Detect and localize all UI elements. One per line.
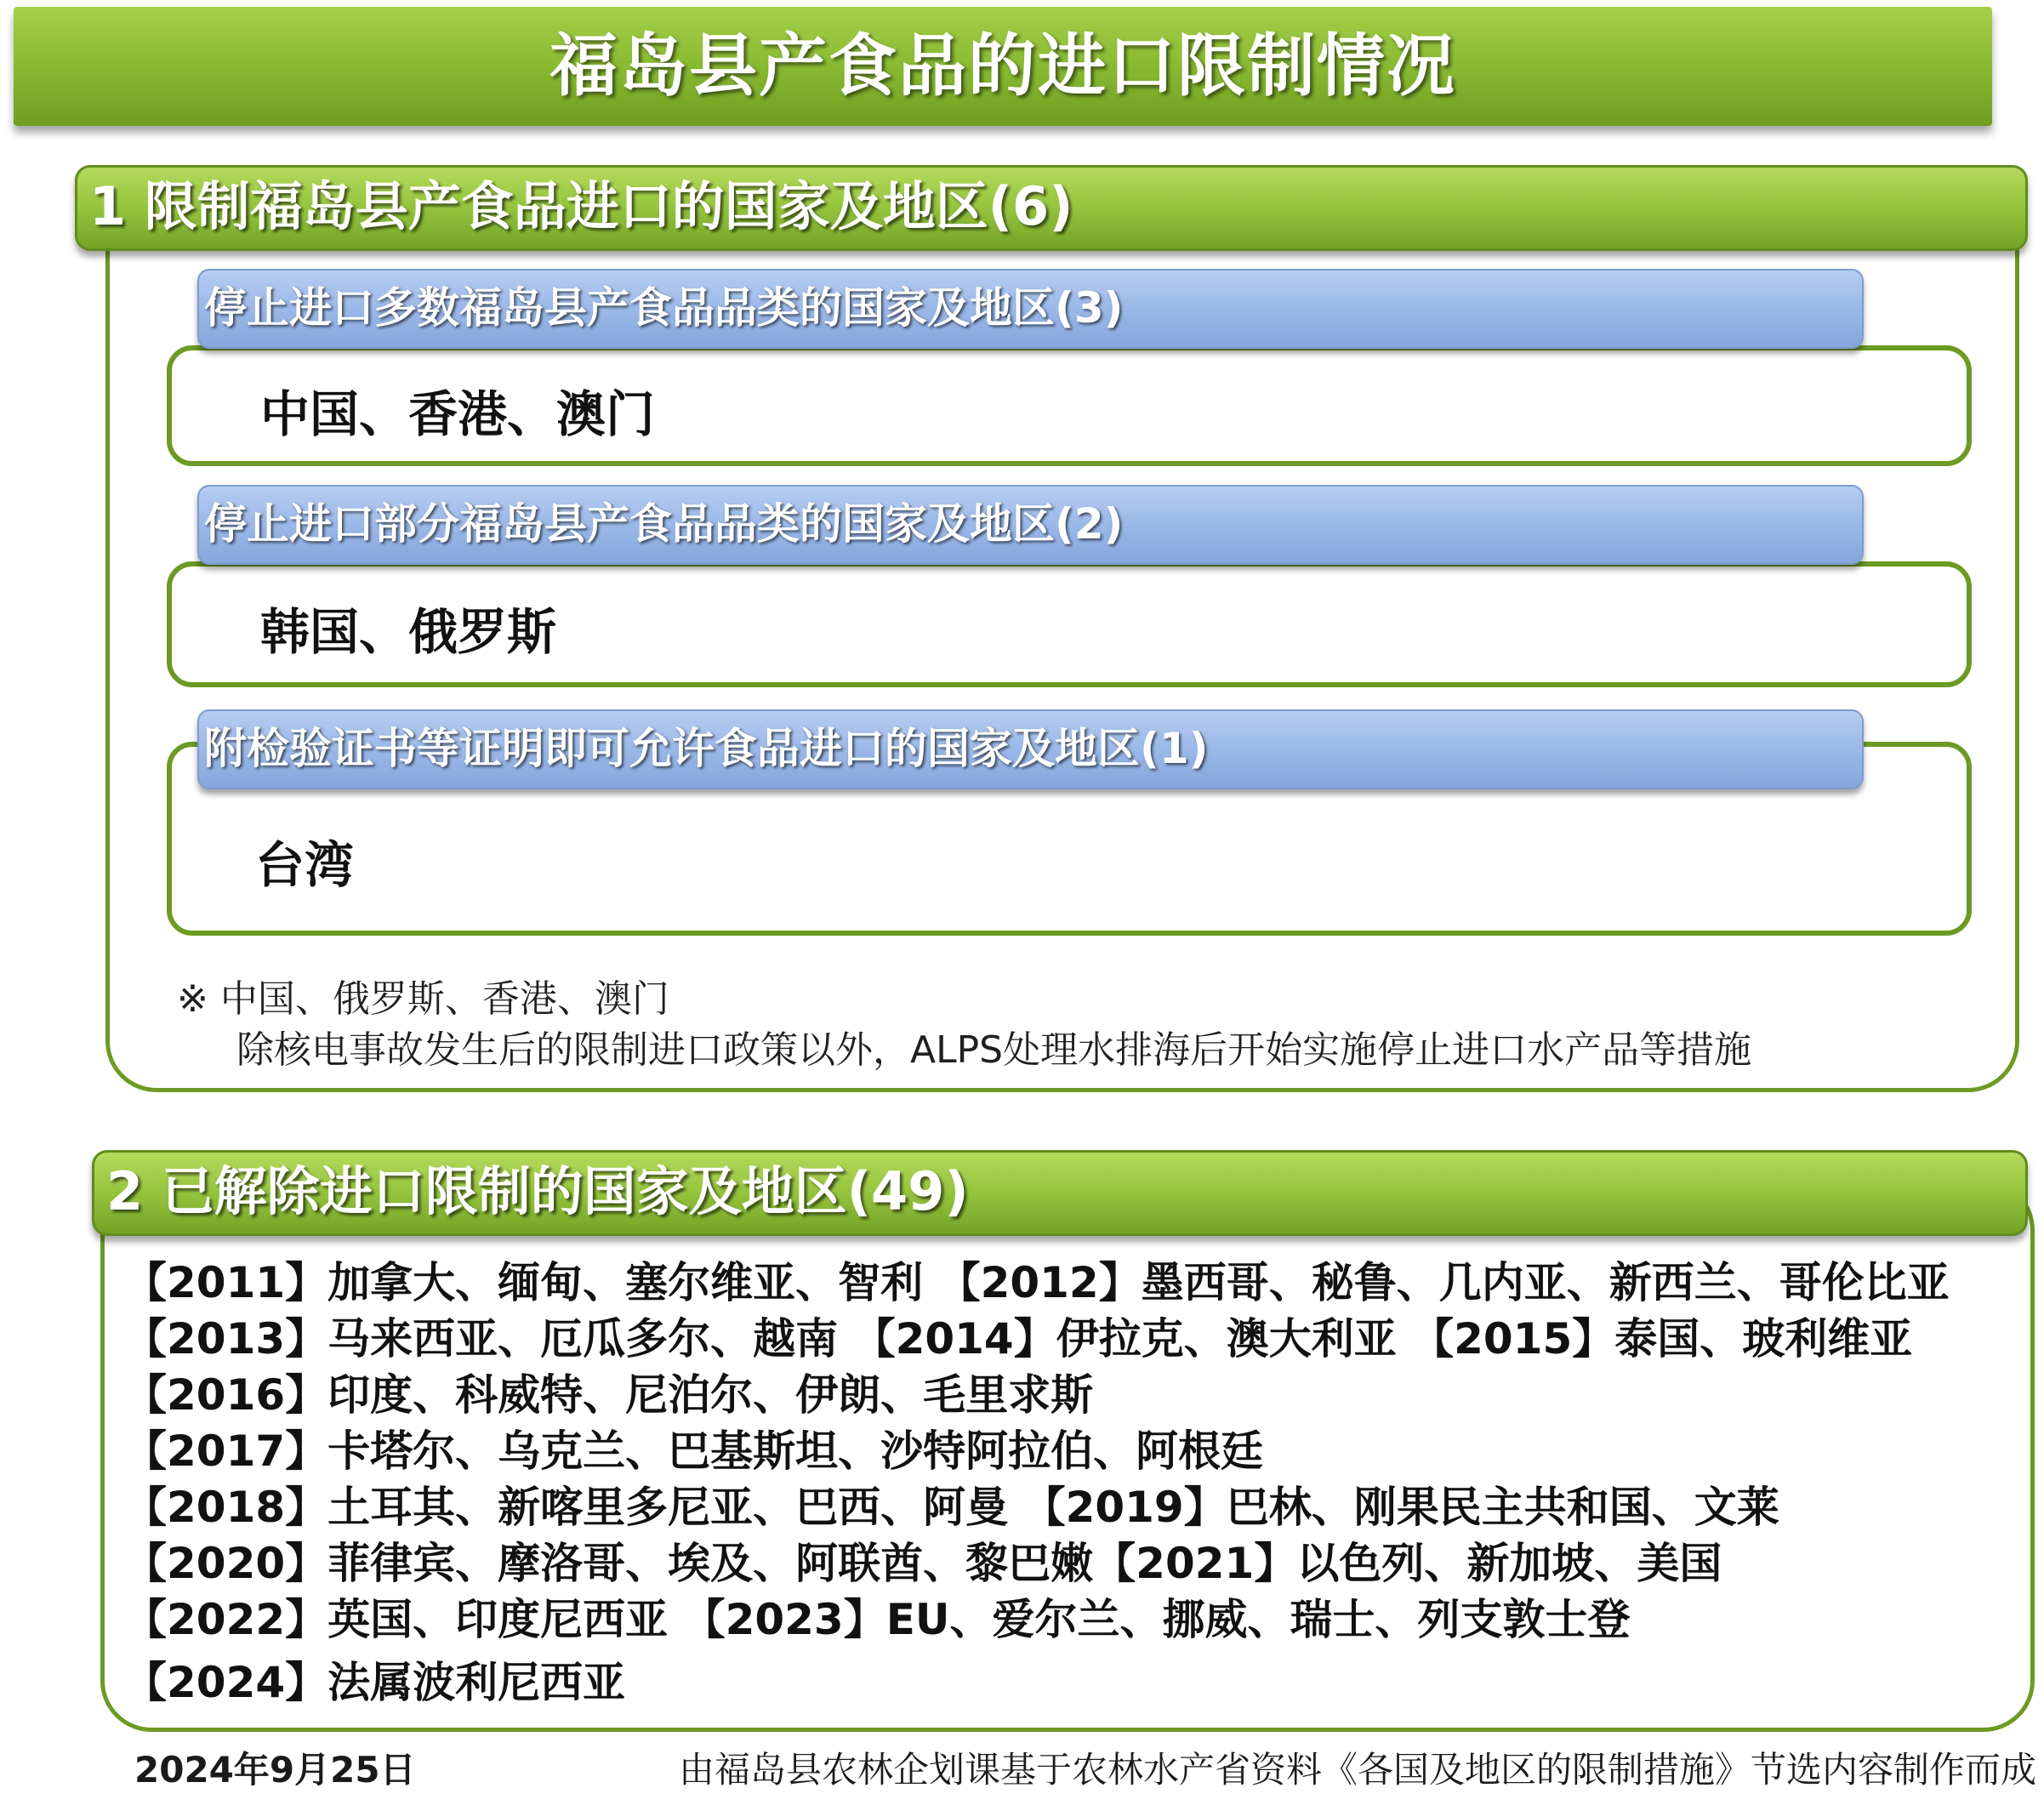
group2-heading: 停止进口部分福岛县产食品品类的国家及地区(2) xyxy=(204,499,1124,549)
lifted-line-1: 【2011】加拿大、缅甸、塞尔维亚、智利 【2012】墨西哥、秘鲁、几内亚、新西兰、哥伦比亚 xyxy=(124,1258,1950,1307)
group3-heading-bar xyxy=(197,709,1864,789)
lifted-line-4: 【2017】卡塔尔、乌克兰、巴基斯坦、沙特阿拉伯、阿根廷 xyxy=(124,1426,1264,1476)
section1-heading: 1 限制福岛县产食品进口的国家及地区(6) xyxy=(89,175,1073,237)
page-title: 福岛县产食品的进口限制情况 xyxy=(549,26,1456,105)
section2-heading: 2 已解除进口限制的国家及地区(49) xyxy=(106,1160,969,1222)
lifted-line-6: 【2020】菲律宾、摩洛哥、埃及、阿联酋、黎巴嫩【2021】以色列、新加坡、美国 xyxy=(124,1539,1722,1588)
group2-countries: 韩国、俄罗斯 xyxy=(260,603,557,661)
lifted-line-7: 【2022】英国、印度尼西亚 【2023】EU、爱尔兰、挪威、瑞士、列支敦士登 xyxy=(124,1595,1631,1644)
group3-heading: 附检验证书等证明即可允许食品进口的国家及地区(1) xyxy=(204,724,1209,773)
section1-heading-bar xyxy=(75,165,2028,251)
lifted-line-2: 【2013】马来西亚、厄瓜多尔、越南 【2014】伊拉克、澳大利亚 【2015】泰国、玻利维亚 xyxy=(124,1314,1913,1364)
group1-heading-bar xyxy=(197,269,1864,349)
lifted-line-8: 【2024】法属波利尼西亚 xyxy=(124,1658,626,1707)
lifted-line-5: 【2018】土耳其、新喀里多尼亚、巴西、阿曼 【2019】巴林、刚果民主共和国、文莱 xyxy=(124,1483,1779,1532)
note-line-1: ※ 中国、俄罗斯、香港、澳门 xyxy=(177,977,669,1021)
footer-source: 由福岛县农林企划课基于农林水产省资料《各国及地区的限制措施》节选内容制作而成 xyxy=(679,1749,2037,1791)
group1-countries: 中国、香港、澳门 xyxy=(260,385,656,443)
note-line-2: 除核电事故发生后的限制进口政策以外，ALPS处理水排海后开始实施停止进口水产品等措施 xyxy=(236,1028,1752,1072)
page-title-banner xyxy=(14,7,1992,126)
section2-heading-bar xyxy=(92,1150,2028,1236)
footer-date: 2024年9月25日 xyxy=(134,1749,416,1791)
group2-heading-bar xyxy=(197,485,1864,565)
group1-heading: 停止进口多数福岛县产食品品类的国家及地区(3) xyxy=(204,283,1124,333)
lifted-line-3: 【2016】印度、科威特、尼泊尔、伊朗、毛里求斯 xyxy=(124,1370,1094,1420)
group3-countries: 台湾 xyxy=(255,836,355,894)
